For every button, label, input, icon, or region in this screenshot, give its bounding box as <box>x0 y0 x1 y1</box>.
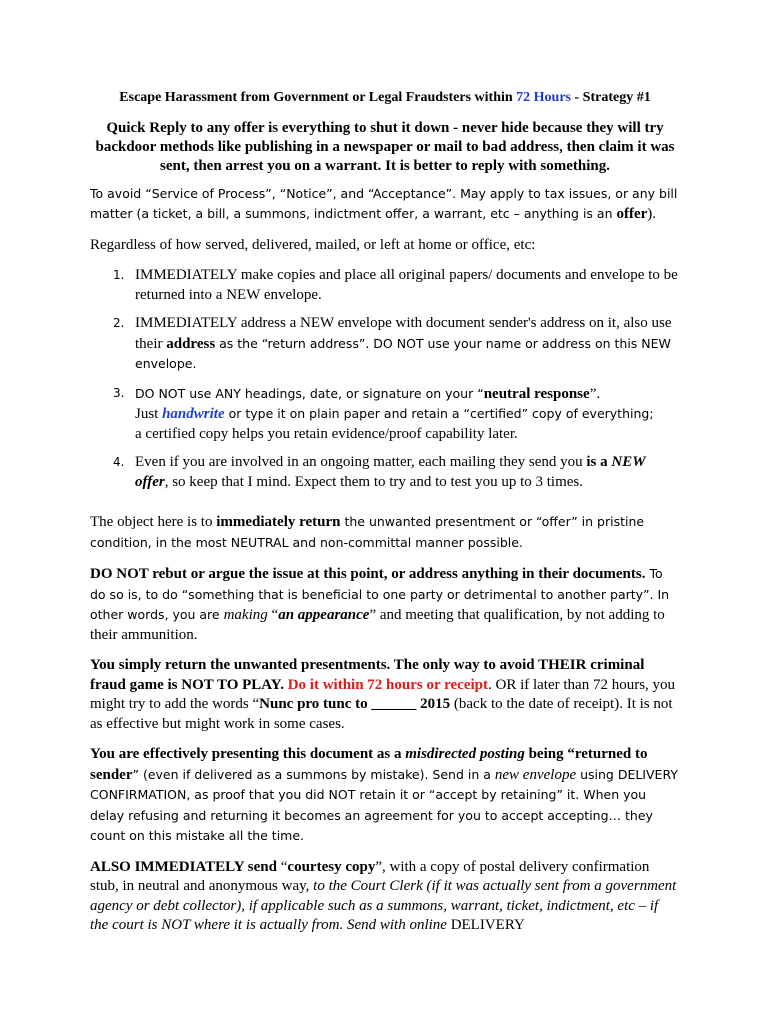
effectively-text-end: using DELIVERY CONFIRMATION, as proof that you did NOT retain it or “accept by retaining” it. When you delay refusing and returning it becomes an agreement for you to accept accepting… they count on this mistake all the time. <box>90 766 678 843</box>
steps-list <box>90 266 680 492</box>
simply-paragraph <box>90 656 680 734</box>
also-italic: to the Court Clerk (if it was actually sent from a government agency or debt collector), if applicable such as a summons, warrant, ticket, indictment, etc – if the court is NOT where it is actually from. Send with online <box>90 878 677 933</box>
step-item-4 <box>90 453 680 492</box>
step-item-3 <box>90 384 680 445</box>
also-bold: ALSO IMMEDIATELY send <box>90 858 277 875</box>
donot-quote-open: “ <box>267 607 279 623</box>
step-number: 2. <box>113 316 125 330</box>
step-text: IMMEDIATELY address a NEW envelope with document sender's address on it, also use their <box>135 315 672 352</box>
also-quote: “ <box>277 858 288 875</box>
handwrite-emphasis: handwrite <box>162 406 225 422</box>
effectively-text: ” (even if delivered as a summons by mistake). Send in a <box>132 766 495 782</box>
intro-text: To avoid “Service of Process”, “Notice”, and “Acceptance”. May apply to tax issues, or any bill matter (a ticket, a bill, a summons, indictment offer, a warrant, etc – anything is an <box>90 185 678 221</box>
title-highlight: 72 Hours <box>516 90 572 105</box>
step-text: Even if you are involved in an ongoing matter, each mailing they send you <box>135 454 587 470</box>
simply-text: . OR if later than 72 hours, you might try to add the words “ <box>90 676 676 712</box>
effectively-italic-2: new envelope <box>494 766 577 783</box>
intro-paragraph <box>90 184 680 225</box>
donot-bold-italic: an appearance <box>278 607 370 623</box>
simply-bold: You simply return the unwanted presentments. The only way to avoid THEIR criminal fraud game is NOT TO PLAY. <box>90 657 645 693</box>
regardless-paragraph: Regardless of how served, delivered, mailed, or left at home or office, etc: <box>90 236 536 253</box>
step-text-certified: a certified copy helps you retain evidence/proof capability later. <box>135 425 518 442</box>
title-suffix: - Strategy #1 <box>571 90 651 105</box>
step-bold: address <box>166 335 216 352</box>
step-text-just: Just <box>135 406 163 422</box>
intro-end: ). <box>647 206 657 222</box>
step-number: 4. <box>113 455 125 469</box>
effectively-paragraph <box>90 745 680 847</box>
simply-red: Do it within 72 hours or receipt <box>287 676 488 693</box>
also-bold-2: courtesy copy <box>287 858 376 875</box>
simply-bold-nunc: Nunc pro tunc to ______ 2015 <box>259 696 451 712</box>
simply-text-end: (back to the date of receipt). It is not as effective but might work in some cases. <box>90 696 673 732</box>
donot-text-end: and meeting that qualification, by not adding to their ammunition. <box>90 607 665 643</box>
object-text-cont: the unwanted presentment or “offer” in pristine condition, in the most NEUTRAL and non-committal manner possible. <box>90 514 645 550</box>
spacer <box>90 502 680 512</box>
step-bold: is a <box>586 454 612 470</box>
step-number: 3. <box>113 385 125 400</box>
donot-text: To do so is, to do “something that is beneficial to one party or detrimental to another party”. In other words, you are <box>90 566 670 622</box>
donot-quote-close: ” <box>369 607 377 623</box>
step-bold-italic: NEW offer <box>135 454 646 490</box>
step-bold: neutral response <box>483 385 590 402</box>
step-text-cont: , so keep that I mind. Expect them to try and to test you up to 3 times. <box>164 473 583 490</box>
effectively-bold-2: being “returned to sender <box>90 746 648 783</box>
step-number: 1. <box>113 268 125 282</box>
step-item-1 <box>90 266 680 305</box>
object-paragraph <box>90 512 680 553</box>
donot-bold: DO NOT rebut or argue the issue at this point, or address anything in their documents. <box>90 566 646 582</box>
document-title <box>90 88 680 108</box>
document-page <box>90 88 680 947</box>
step-item-2 <box>90 314 680 375</box>
also-paragraph <box>90 858 680 936</box>
object-bold: immediately return <box>216 514 341 530</box>
title-prefix: Escape Harassment from Government or Legal Fraudsters within <box>119 90 517 105</box>
document-subtitle: Quick Reply to any offer is everything to shut it down - never hide because they will try backdoor methods like publishing in a newspaper or mail to bad address, then claim it was sent, then arrest you on a warrant. It is better to reply with something. <box>95 119 675 174</box>
step-text-end: ”. <box>589 385 601 402</box>
step-text-cont: as the “return address”. DO NOT use your name or address on this NEW envelope. <box>135 335 671 371</box>
step-text: IMMEDIATELY make copies and place all original papers/ documents and envelope to be returned into a NEW envelope. <box>135 267 678 303</box>
effectively-italic: misdirected posting <box>405 746 525 762</box>
step-text-cont: or type it on plain paper and retain a “certified” copy of everything; <box>224 406 654 421</box>
step-text: DO NOT use ANY headings, date, or signature on your “ <box>135 385 484 401</box>
donot-italic: making <box>223 607 268 623</box>
also-text: ”, with a copy of postal delivery confirmation stub, in neutral and anonymous way, <box>90 858 650 894</box>
also-text-end: DELIVERY <box>446 917 525 933</box>
intro-bold: offer <box>616 206 648 222</box>
donot-paragraph <box>90 564 680 645</box>
effectively-bold: You are effectively presenting this document as a <box>90 746 406 762</box>
object-text: The object here is to <box>90 514 217 530</box>
